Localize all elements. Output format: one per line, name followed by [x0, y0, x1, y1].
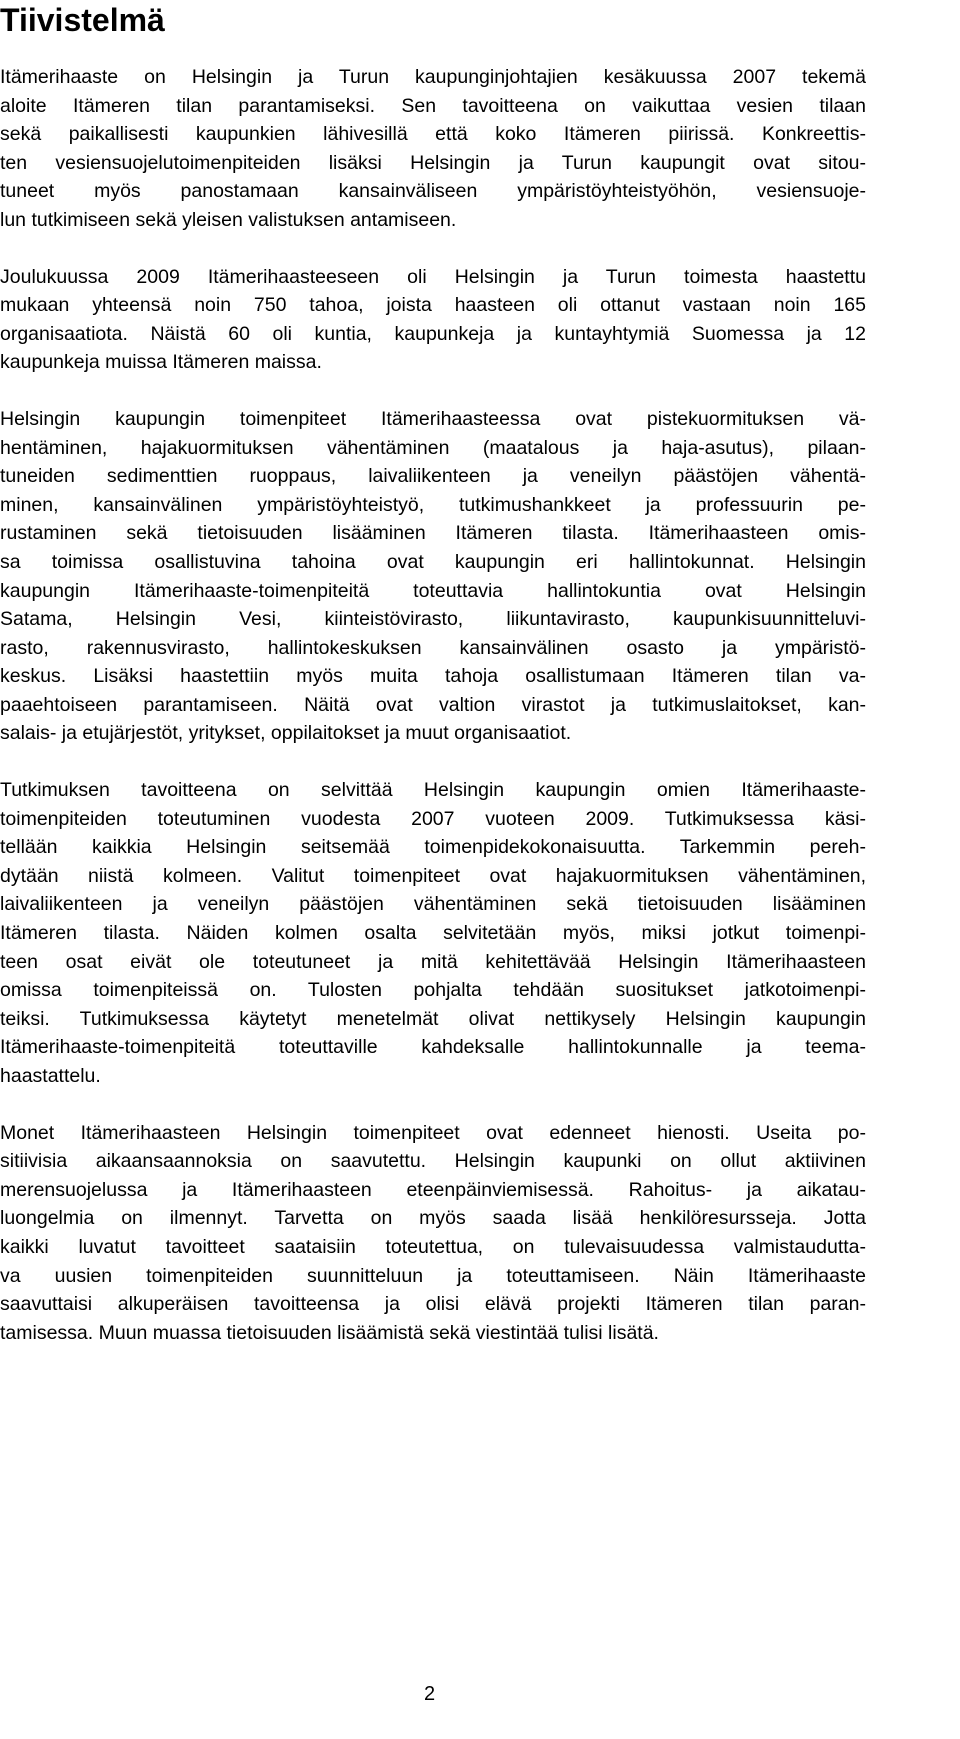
text-line: Tutkimuksen tavoitteena on selvittää Helsingin kaupungin omien Itämerihaaste-: [0, 779, 866, 802]
text-line: Monet Itämerihaasteen Helsingin toimenpiteet ovat edenneet hienosti. Useita po-: [0, 1121, 866, 1144]
text-line: tuneet myös panostamaan kansainväliseen ympäristöyhteistyöhön, vesiensuoje-: [0, 180, 866, 203]
text-line: paaehtoiseen parantamiseen. Näitä ovat valtion virastot ja tutkimuslaitokset, kan-: [0, 693, 866, 716]
text-line: rustaminen sekä tietoisuuden lisääminen Itämeren tilasta. Itämerihaasteen omis-: [0, 522, 866, 545]
text-line: organisaatiota. Näistä 60 oli kuntia, kaupunkeja ja kuntayhtymiä Suomessa ja 12: [0, 322, 866, 345]
text-line: toimenpiteiden toteutuminen vuodesta 2007 vuoteen 2009. Tutkimuksessa käsi-: [0, 807, 866, 830]
text-line: merensuojelussa ja Itämerihaasteen eteenpäinviemisessä. Rahoitus- ja aikatau-: [0, 1178, 866, 1201]
text-line: salais- ja etujärjestöt, yritykset, oppilaitokset ja muut organisaatiot.: [0, 722, 572, 745]
text-line: sa toimissa osallistuvina tahoina ovat kaupungin eri hallintokunnat. Helsingin: [0, 550, 866, 573]
text-line: tuneiden sedimenttien ruoppaus, laivaliikenteen ja veneilyn päästöjen vähentä-: [0, 465, 866, 488]
text-line: hentäminen, hajakuormituksen vähentäminen (maatalous ja haja-asutus), pilaan-: [0, 436, 866, 459]
text-line: keskus. Lisäksi haastettiin myös muita tahoja osallistumaan Itämeren tilan va-: [0, 665, 866, 688]
text-line: Itämerihaaste-toimenpiteitä toteuttaville kahdeksalle hallintokunnalle ja teema-: [0, 1036, 866, 1059]
text-line: dytään niistä kolmeen. Valitut toimenpiteet ovat hajakuormituksen vähentäminen,: [0, 864, 866, 887]
text-line: tellään kaikkia Helsingin seitsemää toimenpidekokonaisuutta. Tarkemmin pereh-: [0, 836, 866, 859]
text-line: teen osat eivät ole toteutuneet ja mitä kehitettävää Helsingin Itämerihaasteen: [0, 950, 866, 973]
paragraph: [0, 63, 866, 235]
text-line: Itämerihaaste on Helsingin ja Turun kaupunginjohtajien kesäkuussa 2007 tekemä: [0, 66, 866, 88]
text-line: va uusien toimenpiteiden suunnitteluun ja toteuttamiseen. Näin Itämerihaaste: [0, 1264, 866, 1287]
text-line: mukaan yhteensä noin 750 tahoa, joista haasteen oli ottanut vastaan noin 165: [0, 294, 866, 317]
text-line: teiksi. Tutkimuksessa käytetyt menetelmät olivat nettikysely Helsingin kaupungin: [0, 1007, 866, 1030]
text-line: minen, kansainvälinen ympäristöyhteistyö, tutkimushankkeet ja professuurin pe-: [0, 493, 866, 516]
text-line: haastattelu.: [0, 1065, 101, 1087]
paragraph: [0, 776, 866, 1091]
text-line: sitiivisia aikaansaannoksia on saavutettu. Helsingin kaupunki on ollut aktiivinen: [0, 1150, 866, 1173]
text-line: Helsingin kaupungin toimenpiteet Itämerihaasteessa ovat pistekuormituksen vä-: [0, 407, 866, 430]
text-line: kaikki luvatut tavoitteet saataisiin toteutettua, on tulevaisuudessa valmistaudutta-: [0, 1235, 866, 1258]
text-line: luongelmia on ilmennyt. Tarvetta on myös saada lisää henkilöresursseja. Jotta: [0, 1207, 866, 1230]
text-line: Joulukuussa 2009 Itämerihaasteeseen oli Helsingin ja Turun toimesta haastettu: [0, 265, 866, 288]
paragraph: [0, 1119, 866, 1348]
text-line: laivaliikenteen ja veneilyn päästöjen vähentäminen sekä tietoisuuden lisääminen: [0, 893, 866, 916]
text-line: Itämeren tilasta. Näiden kolmen osalta selvitetään myös, miksi jotkut toimenpi-: [0, 922, 866, 945]
page-title: Tiivistelmä: [0, 2, 165, 38]
paragraph: [0, 263, 866, 377]
text-line: rasto, rakennusvirasto, hallintokeskuksen kansainvälinen osasto ja ympäristö-: [0, 636, 866, 659]
document-body: [0, 63, 866, 1375]
text-line: kaupungin Itämerihaaste-toimenpiteitä toteuttavia hallintokuntia ovat Helsingin: [0, 579, 866, 602]
text-line: ten vesiensuojelutoimenpiteiden lisäksi Helsingin ja Turun kaupungit ovat sitou-: [0, 151, 866, 174]
text-line: omissa toimenpiteissä on. Tulosten pohjalta tehdään suositukset jatkotoimenpi-: [0, 979, 866, 1002]
text-line: sekä paikallisesti kaupunkien lähivesillä että koko Itämeren piirissä. Konkreettis-: [0, 123, 866, 146]
text-line: aloite Itämeren tilan parantamiseksi. Sen tavoitteena on vaikuttaa vesien tilaan: [0, 94, 866, 117]
paragraph: [0, 405, 866, 748]
text-line: kaupunkeja muissa Itämeren maissa.: [0, 351, 322, 374]
text-line: lun tutkimiseen sekä yleisen valistuksen antamiseen.: [0, 208, 457, 231]
text-line: tamisessa. Muun muassa tietoisuuden lisäämistä sekä viestintää tulisi lisätä.: [0, 1321, 659, 1344]
text-line: saavuttaisi alkuperäisen tavoitteensa ja olisi elävä projekti Itämeren tilan paran-: [0, 1293, 866, 1316]
text-line: Satama, Helsingin Vesi, kiinteistövirasto, liikuntavirasto, kaupunkisuunnitteluvi-: [0, 608, 866, 631]
page-number-value: 2: [424, 1683, 436, 1705]
